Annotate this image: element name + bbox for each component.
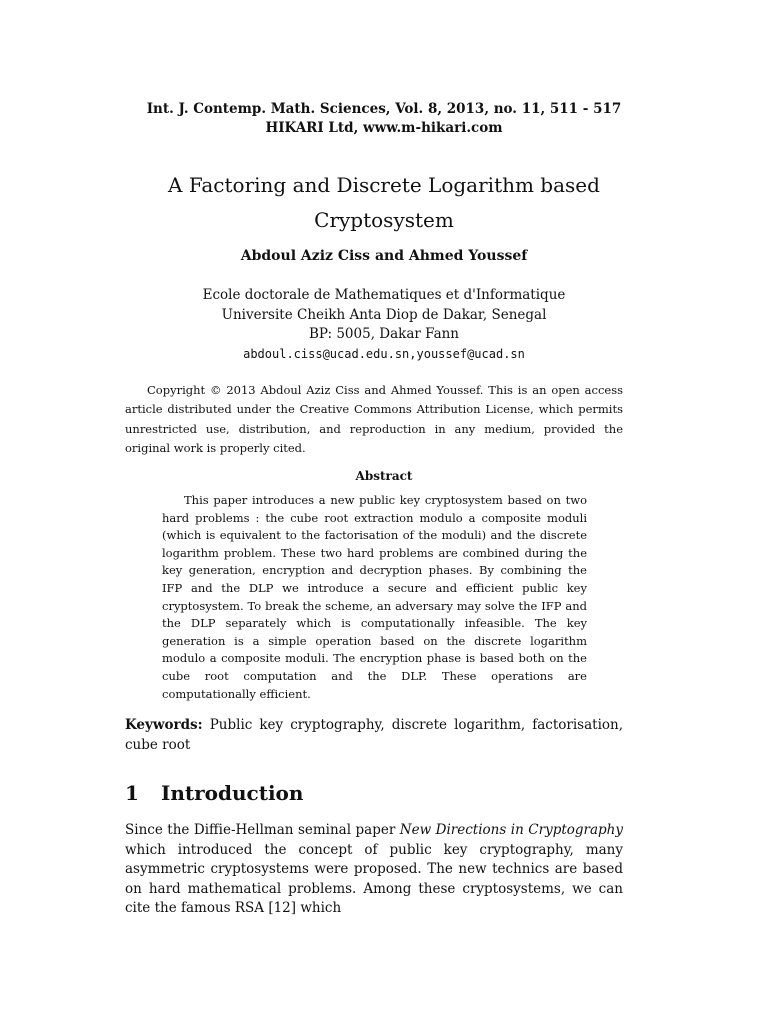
keywords <box>125 716 623 755</box>
abstract-text: This paper introduces a new public key cryptosystem based on two hard problems : the cube root extraction modulo a composite moduli (which is equivalent to the factorisation of the moduli) and the discrete logarithm problem. These two hard problems are combined during the key generation, encryption and decryption phases. By combining the IFP and the DLP we introduce a secure and efficient public key cryptosystem. To break the scheme, an adversary may solve the IFP and the DLP separately which is computationally infeasible. The key generation is a simple operation based on the discrete logarithm modulo a composite moduli. The encryption phase is based both on the cube root computation and the DLP. These operations are computationally efficient. <box>162 493 587 701</box>
abstract-heading: Abstract <box>355 469 413 483</box>
affiliation <box>0 286 768 364</box>
section-title: Introduction <box>161 781 304 805</box>
affiliation-school: Ecole doctorale de Mathematiques et d'Informatique <box>202 287 566 303</box>
affiliation-address: BP: 5005, Dakar Fann <box>308 326 460 342</box>
author-emails: abdoul.ciss@ucad.edu.sn,youssef@ucad.sn <box>243 346 525 361</box>
copyright-notice: Copyright © 2013 Abdoul Aziz Ciss and Ahmed Youssef. This is an open access article distributed under the Creative Commons Attribution License, which permits unrestricted use, distribution, and reproduction in any medium, provided the original work is properly cited. <box>125 383 623 455</box>
journal-header <box>0 100 768 138</box>
intro-text-rest: which introduced the concept of public key cryptography, many asymmetric cryptosystems were proposed. The new technics are based on hard mathematical problems. Among these cryptosystems, we can cite the famous RSA [12] which <box>125 841 623 916</box>
section-number: 1 <box>125 781 139 805</box>
title-line-2: Cryptosystem <box>314 208 454 232</box>
section-heading <box>125 781 623 805</box>
title-line-1: A Factoring and Discrete Logarithm based <box>168 173 600 197</box>
cited-paper-title: New Directions in Cryptography <box>399 822 623 838</box>
keywords-label: Keywords: <box>125 717 203 733</box>
author-list: Abdoul Aziz Ciss and Ahmed Youssef <box>240 248 528 264</box>
publisher-line: HIKARI Ltd, www.m-hikari.com <box>265 120 503 136</box>
affiliation-university: Universite Cheikh Anta Diop de Dakar, Senegal <box>221 306 547 323</box>
introduction-paragraph <box>125 821 623 919</box>
intro-text-start: Since the Diffie-Hellman seminal paper <box>125 822 400 838</box>
paper-title <box>0 168 768 238</box>
keywords-list: Public key cryptography, discrete logarithm, factorisation, cube root <box>125 717 624 753</box>
journal-citation: Int. J. Contemp. Math. Sciences, Vol. 8, 2013, no. 11, 511 - 517 <box>146 101 622 117</box>
